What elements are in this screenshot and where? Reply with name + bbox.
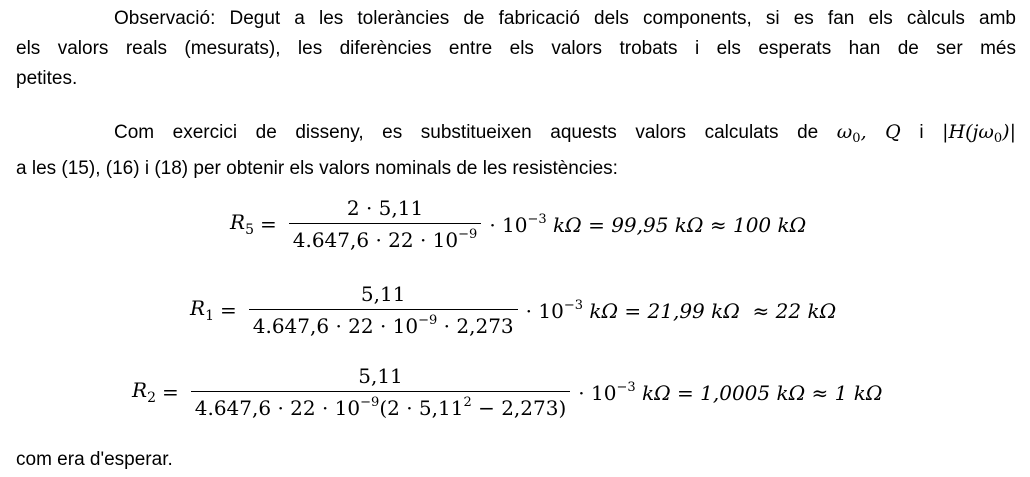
conjunction: i <box>919 122 924 143</box>
r1-denominator: $4.647,6 \cdot 22 \cdot 10^{-9} \cdot 2,273$ <box>249 309 518 338</box>
q-symbol: Q <box>885 121 901 143</box>
observation-line-3: petites. <box>16 68 78 89</box>
equation-r1: $R_1$ = $\frac{5,11}{4.647,6 \cdot 22 \cdot 10^{-9} \cdot 2,273}$ · $10^{-3}$ kΩ = 21,99 kΩ ≈ 22 kΩ <box>190 282 837 338</box>
r1-result: · $10^{-3}$ kΩ = 21,99 kΩ ≈ 22 kΩ <box>525 297 837 323</box>
observation-line-2: els valors reals (mesurats), les diferències entre els valors trobats i els esperats han de ser més <box>16 38 1016 59</box>
design-line-1: Com exercici de disseny, es substitueixen aquests valors calculats de $\omega_0$, Q i $|H(j\omega_0)|$ <box>114 121 1016 146</box>
transfer-magnitude-symbol: $|H(j\omega_0)|$ <box>942 121 1016 146</box>
r5-lhs: $R_5$ <box>230 210 254 238</box>
r5-numerator: 2 · 5,11 <box>346 196 424 220</box>
r5-result: · $10^{-3}$ kΩ = 99,95 kΩ ≈ 100 kΩ <box>489 211 807 237</box>
r2-denominator: $4.647,6 \cdot 22 \cdot 10^{-9}(2 \cdot 5,11^2 - 2,273)$ <box>191 391 571 420</box>
r2-lhs: $R_2$ <box>132 378 156 406</box>
observation-line-1: Observació: Degut a les toleràncies de fabricació dels components, si es fan els càlculs amb <box>114 8 1016 29</box>
r1-fraction <box>249 282 518 338</box>
design-paragraph <box>16 117 1016 184</box>
r2-fraction <box>191 364 571 420</box>
observation-paragraph <box>16 4 1016 94</box>
r2-result: · $10^{-3}$ kΩ = 1,0005 kΩ ≈ 1 kΩ <box>578 379 883 405</box>
r2-numerator: 5,11 <box>358 364 403 388</box>
r1-lhs: $R_1$ <box>190 296 214 324</box>
design-line-2: a les (15), (16) i (18) per obtenir els valors nominals de les resistències: <box>16 158 618 179</box>
r1-numerator: 5,11 <box>360 282 406 306</box>
omega-zero-symbol: $\omega_0$ <box>836 121 861 146</box>
r5-denominator: $4.647,6 \cdot 22 \cdot 10^{-9}$ <box>289 223 482 252</box>
equation-r5: $R_5$ = $\frac{2 \cdot 5,11}{4.647,6 \cdot 22 \cdot 10^{-9}}$ · $10^{-3}$ kΩ = 99,95 kΩ ≈ 100 kΩ <box>230 196 807 252</box>
closing-text: com era d'esperar. <box>16 449 173 470</box>
r5-fraction <box>289 196 482 252</box>
equation-r2: $R_2$ = $\frac{5,11}{4.647,6 \cdot 22 \cdot 10^{-9}(2 \cdot 5,11^2 - 2,273)}$ · $10^{-3}$ kΩ = 1,0005 kΩ ≈ 1 kΩ <box>132 364 883 420</box>
